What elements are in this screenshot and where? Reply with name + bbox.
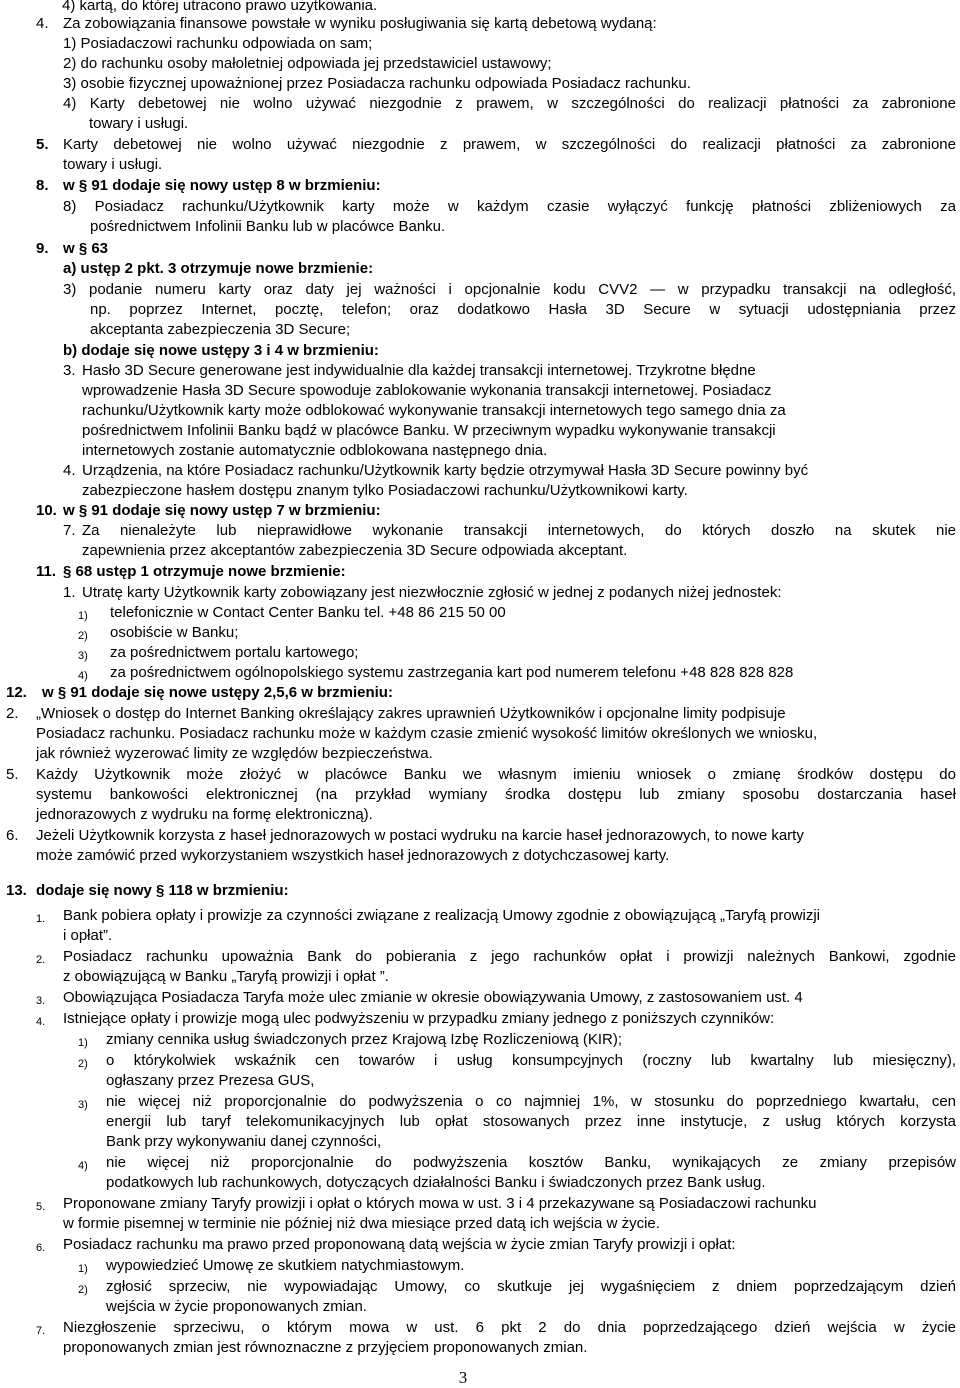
item-number: 5. bbox=[6, 766, 19, 783]
item-number: 4. bbox=[36, 15, 49, 32]
item-number: 1) bbox=[78, 1263, 88, 1275]
list-item: za pośrednictwem portalu kartowego; bbox=[110, 644, 359, 661]
list-item: nie więcej niż proporcjonalnie do podwyższenia o co najmniej 1%, w stosunku do poprzedniego kwartału, cen bbox=[106, 1093, 956, 1110]
item-number: 11. bbox=[36, 563, 57, 580]
paragraph-line: Posiadacz rachunku ma prawo przed proponowaną datą wejścia w życie zmian Taryfy prowizji i opłat: bbox=[63, 1236, 736, 1253]
item-number: 1. bbox=[63, 584, 76, 601]
paragraph-line: 8) Posiadacz rachunku/Użytkownik karty może w każdym czasie wyłączyć funkcję płatności zbliżeniowych za bbox=[63, 198, 956, 215]
list-item: 4) kartą, do której utracono prawo użytkowania. bbox=[62, 0, 378, 14]
item-number: 4. bbox=[63, 462, 76, 479]
paragraph-line: Proponowane zmiany Taryfy prowizji i opłat o których mowa w ust. 3 i 4 przekazywane są Posiadaczowi rachunku bbox=[63, 1195, 817, 1212]
paragraph-line: np. poprzez Internet, pocztę, telefon; oraz dodatkowo Hasła 3D Secure w sytuacji udostępniania przez bbox=[90, 301, 956, 318]
paragraph-line: pośrednictwem Infolinii Banku lub w placówce Banku. bbox=[90, 218, 446, 235]
item-number: 2) bbox=[78, 630, 88, 642]
paragraph-line: zapewnienia przez akceptantów zabezpieczenia 3D Secure odpowiada akceptant. bbox=[82, 542, 628, 559]
paragraph-line: jednorazowych z wydruku na formę elektroniczną). bbox=[36, 806, 373, 823]
paragraph-line: Utratę karty Użytkownik karty zobowiązany jest niezwłocznie zgłosić w jednej z podanych niżej jednostek: bbox=[82, 584, 782, 601]
item-number: 4) bbox=[78, 670, 88, 682]
item-number: 3) bbox=[78, 1099, 88, 1111]
item-number: 2. bbox=[6, 705, 19, 722]
paragraph-line: Posiadacz rachunku. Posiadacz rachunku może w każdym czasie zmienić wysokość limitów określonych we wniosku, bbox=[36, 725, 818, 742]
page-number: 3 bbox=[458, 1368, 468, 1387]
paragraph-line: proponowanych zmian jest równoznaczne z przyjęciem proponowanych zmian. bbox=[63, 1339, 588, 1356]
paragraph-line: rachunku/Użytkownik karty może odblokować wykonywanie transakcji internetowych tego samego dnia za bbox=[82, 402, 786, 419]
list-item: Za zobowiązania finansowe powstałe w wyniku posługiwania się kartą debetową wydaną: bbox=[63, 15, 657, 32]
item-number: 3) bbox=[78, 650, 88, 662]
list-item: zmiany cennika usług świadczonych przez Krajową Izbę Rozliczeniową (KIR); bbox=[106, 1031, 623, 1048]
paragraph-line: wprowadzenie Hasła 3D Secure spowoduje zablokowanie wykonania transakcji internetowej. Posiadacz bbox=[82, 382, 772, 399]
paragraph-line: systemu bankowości elektronicznej (na przykład wymiany środka dostępu lub zmiany sposobu dostarczania haseł bbox=[36, 786, 956, 803]
item-number: 12. bbox=[6, 684, 27, 701]
paragraph-line: Bank pobiera opłaty i prowizje za czynności związane z realizacją Umowy zgodnie z obowiązującą „Taryfą prowizji bbox=[63, 907, 821, 924]
paragraph-line: Każdy Użytkownik może złożyć w placówce Banku we własnym imieniu wniosek o zmianę środków dostępu do bbox=[36, 766, 956, 783]
list-item: o którykolwiek wskaźnik cen towarów i usług konsumpcyjnych (roczny lub kwartalny lub miesięczny), bbox=[106, 1052, 956, 1069]
item-number: 6. bbox=[36, 1242, 46, 1254]
item-number: 9. bbox=[36, 240, 49, 257]
paragraph-line: Za nienależyte lub nieprawidłowe wykonanie transakcji internetowych, do których doszło na skutek nie bbox=[82, 522, 956, 539]
list-item: ogłaszany przez Prezesa GUS, bbox=[106, 1072, 315, 1089]
list-item: towary i usługi. bbox=[89, 115, 189, 132]
paragraph-line: Istniejące opłaty i prowizje mogą ulec podwyższeniu w przypadku zmiany jednego z poniższych czynników: bbox=[63, 1010, 775, 1027]
paragraph-line: „Wniosek o dostęp do Internet Banking określający zakres uprawnień Użytkowników i opcjonalne limity podpisuje bbox=[36, 705, 786, 722]
item-number: 1) bbox=[78, 1037, 88, 1049]
item-number: 4. bbox=[36, 1016, 46, 1028]
list-item: podatkowych lub rachunkowych, dotyczących działalności Banku i świadczonych przez Bank usług. bbox=[106, 1174, 766, 1191]
item-number: 1. bbox=[36, 913, 46, 925]
list-item: za pośrednictwem ogólnopolskiego systemu zastrzegania kart pod numerem telefonu +48 828 828 828 bbox=[110, 664, 794, 681]
item-number: 2) bbox=[78, 1284, 88, 1296]
paragraph-line: z obowiązującą w Banku „Taryfą prowizji i opłat ”. bbox=[63, 968, 389, 985]
item-number: 5. bbox=[36, 136, 49, 153]
section-heading: § 68 ustęp 1 otrzymuje nowe brzmienie: bbox=[63, 563, 346, 580]
paragraph-line: Karty debetowej nie wolno używać niezgodnie z prawem, w szczególności do realizacji płatności za zabronione bbox=[63, 136, 956, 153]
paragraph-line: Jeżeli Użytkownik korzysta z haseł jednorazowych w postaci wydruku na karcie haseł jednorazowych, to nowe karty bbox=[36, 827, 804, 844]
subsection-heading: b) dodaje się nowe ustępy 3 i 4 w brzmieniu: bbox=[63, 342, 379, 359]
subsection-heading: a) ustęp 2 pkt. 3 otrzymuje nowe brzmienie: bbox=[63, 260, 374, 277]
item-number: 7. bbox=[36, 1325, 46, 1337]
list-item: 3) osobie fizycznej upoważnionej przez Posiadacza rachunku odpowiada Posiadacz rachunku. bbox=[63, 75, 691, 92]
paragraph-line: jak również wyzerować limity ze względów bezpieczeństwa. bbox=[36, 745, 433, 762]
item-number: 10. bbox=[36, 502, 57, 519]
paragraph-line: Posiadacz rachunku upoważnia Bank do pobierania z jego rachunków opłat i prowizji należnych Bankowi, zgodnie bbox=[63, 948, 956, 965]
item-number: 6. bbox=[6, 827, 19, 844]
list-item: wejścia w życie proponowanych zmian. bbox=[106, 1298, 367, 1315]
item-number: 3. bbox=[63, 362, 76, 379]
list-item: osobiście w Banku; bbox=[110, 624, 239, 641]
list-item: 1) Posiadaczowi rachunku odpowiada on sam; bbox=[63, 35, 373, 52]
section-heading: w § 63 bbox=[63, 240, 109, 257]
paragraph-line: akceptanta zabezpieczenia 3D Secure; bbox=[90, 321, 351, 338]
paragraph-line: pośrednictwem Infolinii Banku bądź w placówce Banku. W przeciwnym wypadku wykonywanie transakcji bbox=[82, 422, 776, 439]
paragraph-line: Hasło 3D Secure generowane jest indywidualnie dla każdej transakcji internetowej. Trzykrotne błędne bbox=[82, 362, 756, 379]
paragraph-line: Niezgłoszenie sprzeciwu, o którym mowa w ust. 6 pkt 2 do dnia poprzedzającego dzień wejścia w życie bbox=[63, 1319, 956, 1336]
paragraph-line: 3) podanie numeru karty oraz daty jej ważności i opcjonalnie kodu CVV2 — w przypadku transakcji na odległość, bbox=[63, 281, 956, 298]
paragraph-line: i opłat”. bbox=[63, 927, 113, 944]
list-item: Bank przy wykonywaniu danej czynności, bbox=[106, 1133, 382, 1150]
item-number: 3. bbox=[36, 995, 46, 1007]
list-item: zgłosić sprzeciw, nie wypowiadając Umowy, co skutkuje jej wygaśnięciem z dniem poprzedzającym dzień bbox=[106, 1278, 956, 1295]
paragraph-line: Urządzenia, na które Posiadacz rachunku/Użytkownik karty będzie otrzymywał Hasła 3D Secure powinny być bbox=[82, 462, 809, 479]
paragraph-line: może zamówić przed wykorzystaniem wszystkich haseł jednorazowych z dotychczasowej karty. bbox=[36, 847, 670, 864]
list-item: energii lub taryf telekomunikacyjnych lub opłat stosowanych przez inne instytucje, z usług których korzysta bbox=[106, 1113, 956, 1130]
section-heading: dodaje się nowy § 118 w brzmieniu: bbox=[36, 882, 289, 899]
paragraph-line: towary i usługi. bbox=[63, 156, 163, 173]
section-heading: w § 91 dodaje się nowy ustęp 8 w brzmieniu: bbox=[63, 177, 381, 194]
section-heading: w § 91 dodaje się nowe ustępy 2,5,6 w brzmieniu: bbox=[42, 684, 393, 701]
list-item: 2) do rachunku osoby małoletniej odpowiada jej przedstawiciel ustawowy; bbox=[63, 55, 552, 72]
item-number: 7. bbox=[63, 522, 76, 539]
paragraph-line: w formie pisemnej w terminie nie później niż dwa miesiące przed datą ich wejścia w życie. bbox=[63, 1215, 660, 1232]
list-item: telefonicznie w Contact Center Banku tel. +48 86 215 50 00 bbox=[110, 604, 506, 621]
list-item: nie więcej niż proporcjonalnie do podwyższenia kosztów Banku, wynikających ze zmiany przepisów bbox=[106, 1154, 956, 1171]
item-number: 13. bbox=[6, 882, 27, 899]
section-heading: w § 91 dodaje się nowy ustęp 7 w brzmieniu: bbox=[63, 502, 381, 519]
paragraph-line: Obowiązująca Posiadacza Taryfa może ulec zmianie w okresie obowiązywania Umowy, z zastosowaniem ust. 4 bbox=[63, 989, 803, 1006]
list-item: 4) Karty debetowej nie wolno używać niezgodnie z prawem, w szczególności do realizacji płatności za zabronione bbox=[63, 95, 956, 112]
item-number: 2. bbox=[36, 954, 46, 966]
item-number: 2) bbox=[78, 1058, 88, 1070]
list-item: wypowiedzieć Umowę ze skutkiem natychmiastowym. bbox=[106, 1257, 465, 1274]
paragraph-line: internetowych zostanie automatycznie odblokowana następnego dnia. bbox=[82, 442, 548, 459]
item-number: 1) bbox=[78, 610, 88, 622]
item-number: 5. bbox=[36, 1201, 46, 1213]
item-number: 8. bbox=[36, 177, 49, 194]
paragraph-line: zabezpieczone hasłem dostępu znanym tylko Posiadaczowi rachunku/Użytkownikowi karty. bbox=[82, 482, 688, 499]
item-number: 4) bbox=[78, 1160, 88, 1172]
